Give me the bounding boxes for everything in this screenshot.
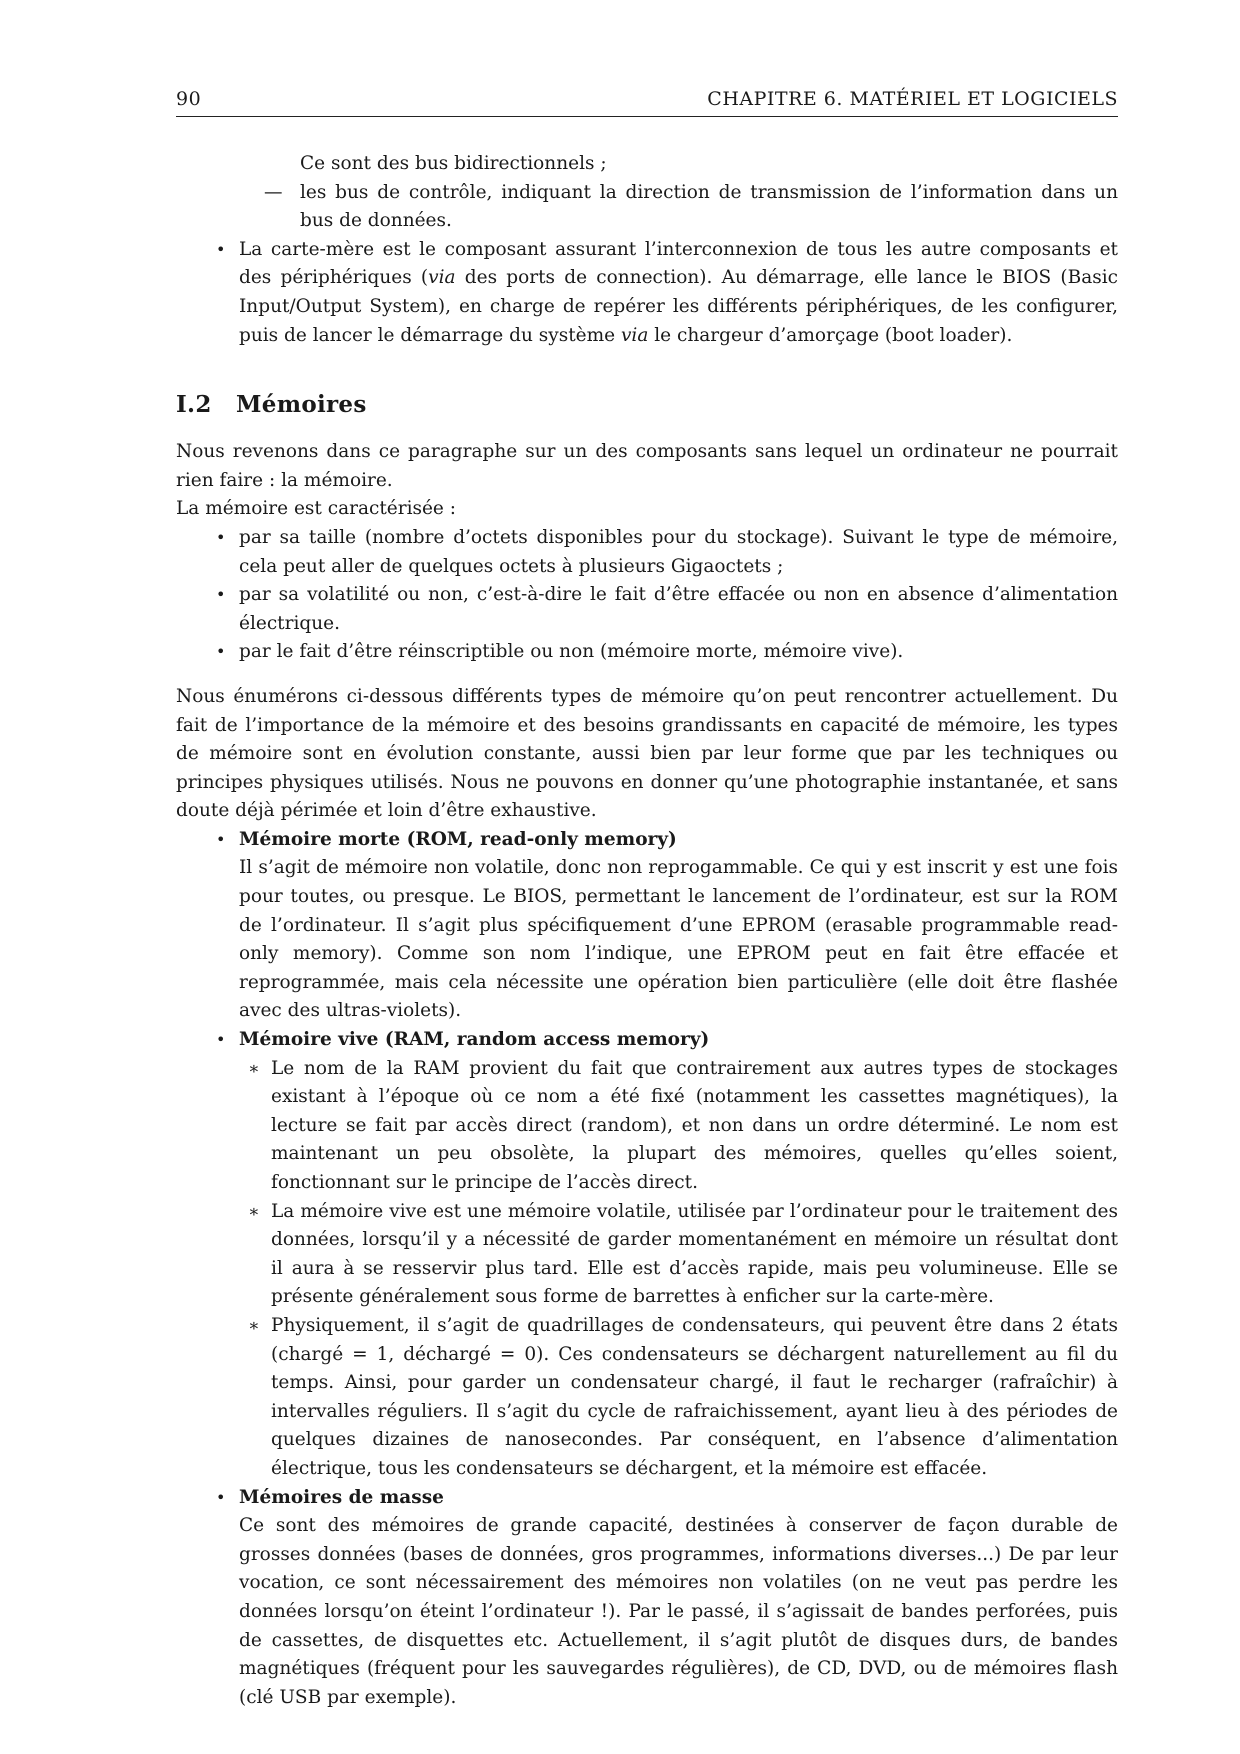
characterized-line: La mémoire est caractérisée : (176, 498, 456, 520)
star-marker: ∗ (248, 1058, 260, 1079)
bullet-marker: • (216, 642, 226, 662)
enumeration-paragraph: Nous énumérons ci-dessous différents types de mémoire qu’on peut rencontrer actuellement. Du fait de l’importance de la mémoire et des besoins grandissants en capacité de mémoire, les types de mémoire sont en évolution constante, aussi bien par leur forme que par les techniques ou principes physiques utilisés. Nous ne pouvons en donner qu’une photographie instantanée, et sans doute déjà périmée et loin d’être exhaustive. (176, 685, 1118, 822)
list-item-text: La mémoire vive est une mémoire volatile, utilisée par l’ordinateur pour le traitement des données, lorsqu’il y a nécessité de garder momentanément en mémoire un résultat dont il aura à se resservir plus tard. Elle est d’accès rapide, mais peu volumineuse. Elle se présente généralement sous forme de barrettes à enficher sur la carte-mère. (271, 1200, 1118, 1308)
section-title: Mémoires (236, 391, 367, 419)
document-body (176, 150, 1118, 1712)
rom-title: Mémoire morte (ROM, read-only memory) (239, 828, 677, 850)
bullet-marker: • (216, 239, 226, 259)
intro-paragraph: Nous revenons dans ce paragraphe sur un des composants sans lequel un ordinateur ne pourrait rien faire : la mémoire. (176, 441, 1118, 491)
list-item-mass (176, 1484, 1118, 1513)
page-number: 90 (176, 88, 202, 110)
list-item-motherboard (176, 236, 1118, 350)
list-item-ram (176, 1026, 1118, 1055)
bullet-marker: • (216, 1030, 226, 1050)
section-heading (176, 390, 1118, 420)
via-emphasis: via (620, 324, 649, 346)
rom-text: Il s’agit de mémoire non volatile, donc non reprogammable. Ce qui y est inscrit y est une fois pour toutes, ou presque. Le BIOS, permettant le lancement de l’ordinateur, est sur la ROM de l’ordinateur. Il s’agit plus spécifiquement d’une EPROM (erasable programmable read-only memory). Comme son nom l’indique, une EPROM peut en fait être effacée et reprogrammée, mais cela nécessite une opération bien particulière (elle doit être flashée avec des ultras-violets). (239, 857, 1118, 1022)
bullet-marker: • (216, 1487, 226, 1507)
mass-title: Mémoires de masse (239, 1486, 444, 1508)
list-item-rom (176, 826, 1118, 855)
motherboard-text-part2: des ports de connection). Au démarrage, elle lance le BIOS (Basic Input/Output System), en charge de repérer les différents périphériques, de les configurer, puis de lancer le démarrage du système (239, 267, 1119, 346)
bullet-marker: • (216, 585, 226, 605)
list-item-text: par sa taille (nombre d’octets disponibles pour du stockage). Suivant le type de mémoire, cela peut aller de quelques octets à plusieurs Gigaoctets ; (239, 526, 1118, 577)
section-number: I.2 (176, 391, 212, 419)
list-item-text: les bus de contrôle, indiquant la direction de transmission de l’information dans un bus de données. (300, 181, 1118, 232)
list-item (176, 638, 1118, 667)
motherboard-text-part1: La carte-mère est le composant assurant l’interconnexion de tous les autre composants et des périphériques ( (239, 238, 1118, 289)
list-item-text: Physiquement, il s’agit de quadrillages de condensateurs, qui peuvent être dans 2 états (chargé = 1, déchargé = 0). Ces condensateurs se déchargent naturellement au fil du temps. Ainsi, pour garder un condensateur chargé, il faut le recharger (rafraîchir) à intervalles réguliers. Il s’agit du cycle de rafraichissement, ayant lieu à des périodes de quelques dizaines de nanosecondes. Par conséquent, en l’absence d’alimentation électrique, tous les condensateurs se déchargent, et la mémoire est effacée. (271, 1314, 1118, 1479)
ram-title: Mémoire vive (RAM, random access memory) (239, 1029, 710, 1051)
list-item (176, 1055, 1118, 1198)
bullet-marker: • (216, 829, 226, 849)
list-item (176, 1312, 1118, 1484)
list-item (176, 179, 1118, 236)
list-item (176, 524, 1118, 581)
dash-continuation: Ce sont des bus bidirectionnels ; (300, 153, 607, 174)
list-item-text: par le fait d’être réinscriptible ou non (mémoire morte, mémoire vive). (239, 641, 904, 663)
mass-text: Ce sont des mémoires de grande capacité, destinées à conserver de façon durable de grosses données (bases de données, gros programmes, informations diverses...) De par leur vocation, ce sont nécessairement des mémoires non volatiles (on ne veut pas perdre les données lorsqu’on éteint l’ordinateur !). Par le passé, il s’agissait de bandes perforées, puis de cassettes, de disquettes etc. Actuellement, il s’agit plutôt de disques durs, de bandes magnétiques (fréquent pour les sauvegardes régulières), de CD, DVD, ou de mémoires flash (clé USB par exemple). (239, 1515, 1118, 1708)
chapter-title: CHAPITRE 6. MATÉRIEL ET LOGICIELS (707, 88, 1118, 110)
motherboard-text-part3: le chargeur d’amorçage (boot loader). (648, 324, 1013, 346)
via-emphasis: via (428, 267, 456, 289)
dash-marker: — (264, 181, 283, 203)
list-item-text: par sa volatilité ou non, c’est-à-dire le fait d’être effacée ou non en absence d’alimentation électrique. (239, 584, 1118, 634)
running-header (176, 86, 1118, 117)
bullet-marker: • (216, 527, 226, 547)
list-item (176, 1198, 1118, 1312)
list-item-text: Le nom de la RAM provient du fait que contrairement aux autres types de stockages existant à l’époque où ce nom a été fixé (notamment les cassettes magnétiques), la lecture se fait par accès direct (random), et non dans un ordre déterminé. Le nom est maintenant un peu obsolète, la plupart des mémoires, quelles qu’elles soient, fonctionnant sur le principe de l’accès direct. (271, 1057, 1118, 1193)
star-marker: ∗ (248, 1201, 260, 1222)
star-marker: ∗ (248, 1315, 260, 1336)
list-item (176, 581, 1118, 638)
